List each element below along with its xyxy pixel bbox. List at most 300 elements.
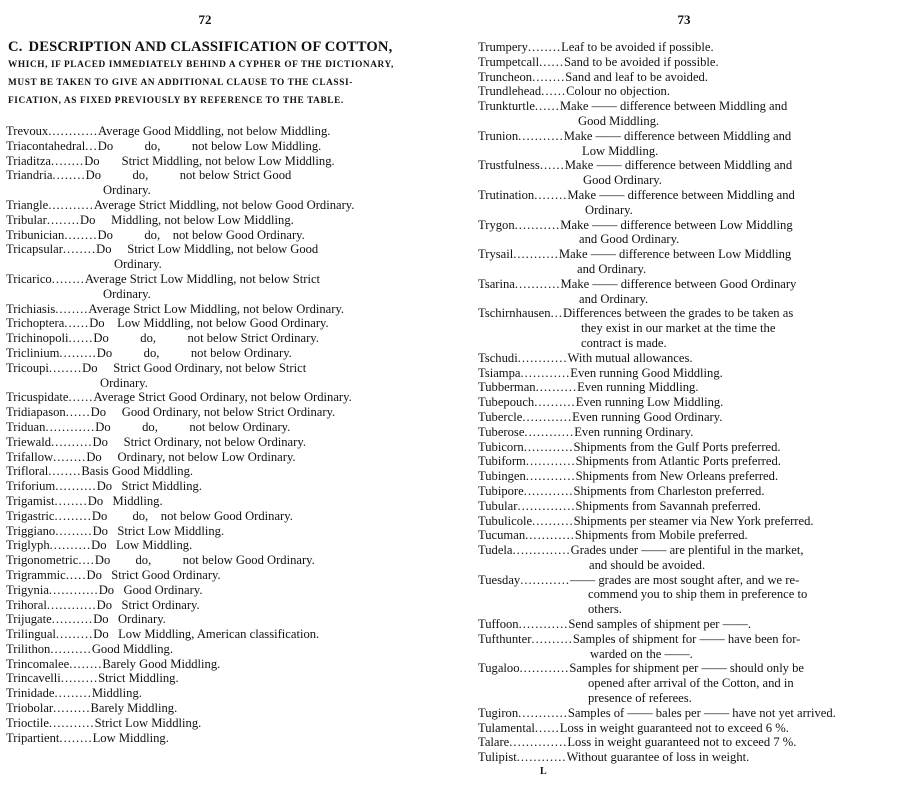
entry-line <box>478 129 896 144</box>
leader-dots: ........ <box>46 212 81 227</box>
code-word: Talare <box>478 735 510 750</box>
entry-line <box>6 538 420 553</box>
entry-meaning: Sand to be avoided if possible. <box>564 54 719 69</box>
code-word: Trichoptera <box>6 316 65 331</box>
right-page <box>468 0 900 786</box>
code-word: Tudela <box>478 543 513 558</box>
entry-line <box>6 524 420 539</box>
entry-meaning: Do do, not below Good Ordinary. <box>91 508 293 523</box>
entry-meaning: Loss in weight guaranteed not to exceed 6 %. <box>559 720 789 735</box>
leader-dots: ...... <box>534 720 560 735</box>
code-word: Trustfulness <box>478 158 540 173</box>
entry-meaning: Strict Middling. <box>98 671 179 686</box>
code-word: Trigastric <box>6 508 55 523</box>
entry-line <box>478 84 896 99</box>
code-word: Tubiform <box>478 454 526 469</box>
entry-meaning: Average Strict Good Ordinary, not below Ordinary. <box>93 390 352 405</box>
entry-line <box>6 213 420 228</box>
entry-meaning: Shipments from Mobile preferred. <box>574 528 748 543</box>
code-word: Trichinopoli <box>6 331 69 346</box>
entry-continuation: Ordinary. <box>585 202 633 217</box>
left-entries-list <box>6 124 420 745</box>
dictionary-entry <box>478 735 896 750</box>
entry-meaning: Do Good Ordinary. <box>98 582 203 597</box>
leader-dots: ............ <box>519 661 570 676</box>
code-word: Tricarico <box>6 271 52 286</box>
dictionary-entry <box>478 277 896 307</box>
entry-meaning: Low Middling. <box>92 730 169 745</box>
entry-line <box>478 750 896 765</box>
entry-line <box>6 657 420 672</box>
code-word: Tsarina <box>478 276 515 291</box>
entry-line <box>478 188 896 203</box>
leader-dots: ........ <box>51 271 85 286</box>
leader-dots: ........ <box>532 69 566 84</box>
code-word: Tschudi <box>478 350 518 365</box>
leader-dots: ........ <box>51 153 85 168</box>
entry-meaning: Even running Ordinary. <box>574 424 694 439</box>
leader-dots: ........ <box>534 187 568 202</box>
entry-meaning: Do do, not below Ordinary. <box>96 345 292 360</box>
leader-dots: .......... <box>51 434 93 449</box>
code-word: Trigynia <box>6 582 49 597</box>
entry-meaning: Sand and leaf to be avoided. <box>565 69 708 84</box>
dictionary-entry <box>478 750 896 765</box>
dictionary-entry <box>478 528 896 543</box>
section-title-text: DESCRIPTION AND CLASSIFICATION OF COTTON, <box>28 39 393 55</box>
entry-line <box>478 454 896 469</box>
entry-line <box>6 331 420 346</box>
code-word: Triggiano <box>6 523 56 538</box>
dictionary-entry <box>478 158 896 188</box>
leader-dots: .......... <box>51 612 94 627</box>
entry-meaning: Do Low Middling, not below Good Ordinary. <box>89 316 329 331</box>
code-word: Tricapsular <box>6 242 63 257</box>
entry-meaning: Even running Good Ordinary. <box>572 409 723 424</box>
entry-meaning: Do Middling. <box>87 493 163 508</box>
code-word: Triobolar <box>6 701 54 716</box>
dictionary-entry <box>6 420 420 435</box>
code-word: Tucuman <box>478 528 526 543</box>
code-word: Trevoux <box>6 124 49 138</box>
dictionary-entry <box>478 440 896 455</box>
entry-line <box>6 464 420 479</box>
entry-continuation: and should be avoided. <box>589 557 706 572</box>
entry-meaning: Make —— difference between Low Middling <box>558 247 792 262</box>
dictionary-entry <box>6 198 420 213</box>
leader-dots: ........ <box>59 730 93 745</box>
code-word: Trysail <box>478 247 514 262</box>
leader-dots: ........ <box>64 227 98 242</box>
entry-line <box>478 351 896 366</box>
code-word: Tuffoon <box>478 617 519 632</box>
entry-continuation: and Ordinary. <box>579 291 649 306</box>
dictionary-entry <box>478 70 896 85</box>
entry-line <box>6 124 420 139</box>
entry-continuation: Good Ordinary. <box>583 173 662 188</box>
entry-meaning: Do Strict Ordinary, not below Ordinary. <box>92 434 306 449</box>
leader-dots: ... <box>85 138 98 153</box>
entry-meaning: Do Strict Good Ordinary, not below Strict <box>82 360 307 375</box>
dictionary-entry <box>478 469 896 484</box>
section-subtitle-line: FICATION, AS FIXED PREVIOUSLY BY REFERENCE TO THE TABLE. <box>8 96 344 106</box>
code-word: Tschirnhausen <box>478 306 551 321</box>
leader-dots: ............ <box>525 454 576 469</box>
leader-dots: .......... <box>532 513 574 528</box>
code-word: Trihoral <box>6 597 47 612</box>
entry-line <box>6 583 420 598</box>
entry-continuation: Ordinary. <box>100 375 148 390</box>
entry-line <box>6 154 420 169</box>
entry-meaning: Make —— difference between Low Middling <box>560 217 793 232</box>
leader-dots: ........... <box>514 276 561 291</box>
entry-meaning: Strict Low Middling. <box>94 715 202 730</box>
entry-line <box>6 612 420 627</box>
entry-meaning: Loss in weight guaranteed not to exceed 7 %. <box>567 735 797 750</box>
leader-dots: ...... <box>539 158 565 173</box>
code-word: Tribular <box>6 212 47 227</box>
code-word: Tubulicole <box>478 513 533 528</box>
leader-dots: ...... <box>541 84 567 99</box>
entry-meaning: Barely Middling. <box>90 701 178 716</box>
entry-line <box>478 484 896 499</box>
leader-dots: ........ <box>69 656 103 671</box>
entry-line <box>478 573 896 588</box>
leader-dots: ...... <box>65 405 91 420</box>
entry-meaning: Do do, not below Low Middling. <box>97 138 322 153</box>
entry-line <box>478 514 896 529</box>
dictionary-entry <box>6 213 420 228</box>
dictionary-entry <box>6 627 420 642</box>
code-word: Truncheon <box>478 69 533 84</box>
entry-line <box>6 435 420 450</box>
entry-meaning: Shipments from New Orleans preferred. <box>575 469 779 484</box>
dictionary-entry <box>478 410 896 425</box>
entry-line <box>478 158 896 173</box>
entry-line <box>6 671 420 686</box>
entry-line <box>478 366 896 381</box>
code-word: Trigonometric <box>6 553 79 568</box>
code-word: Trincomalee <box>6 656 70 671</box>
dictionary-entry <box>478 40 896 55</box>
leader-dots: ............ <box>523 439 574 454</box>
leader-dots: ............ <box>525 469 576 484</box>
entry-meaning: Shipments from Savannah preferred. <box>575 498 761 513</box>
leader-dots: ......... <box>60 671 99 686</box>
entry-line <box>6 627 420 642</box>
code-word: Tricoupi <box>6 360 49 375</box>
entry-meaning: Do Ordinary, not below Low Ordinary. <box>86 449 296 464</box>
entry-line <box>6 701 420 716</box>
dictionary-entry <box>6 390 420 405</box>
code-word: Trigamist <box>6 493 55 508</box>
entry-line <box>6 272 420 287</box>
entry-line <box>6 390 420 405</box>
code-word: Triangle <box>6 197 49 212</box>
entry-line <box>478 499 896 514</box>
entry-continuation: Ordinary. <box>114 257 162 272</box>
entry-line <box>6 553 420 568</box>
code-word: Trutination <box>478 187 535 202</box>
entry-continuation: they exist in our market at the time the <box>581 321 776 336</box>
leader-dots: ............ <box>518 705 568 720</box>
entry-meaning: Average Good Middling, not below Middling. <box>98 124 331 138</box>
entry-line <box>478 306 896 321</box>
code-word: Triforium <box>6 479 56 494</box>
leader-dots: ........ <box>54 493 88 508</box>
leader-dots: ........... <box>514 217 561 232</box>
code-word: Tulamental <box>478 720 535 735</box>
code-word: Trifallow <box>6 449 54 464</box>
dictionary-entry <box>478 514 896 529</box>
dictionary-entry <box>6 168 420 198</box>
dictionary-entry <box>6 361 420 391</box>
leader-dots: .......... <box>535 380 578 395</box>
leader-dots: .......... <box>50 641 92 656</box>
entry-line <box>6 346 420 361</box>
entry-meaning: Middling. <box>91 686 142 701</box>
dictionary-entry <box>478 55 896 70</box>
entry-line <box>478 380 896 395</box>
leader-dots: ........ <box>53 449 87 464</box>
entry-line <box>478 706 896 721</box>
leader-dots: ............ <box>524 424 575 439</box>
code-word: Tripartient <box>6 730 60 745</box>
entry-continuation: Ordinary. <box>103 183 151 198</box>
entry-meaning: Colour no objection. <box>566 84 670 99</box>
leader-dots: ........ <box>52 168 86 183</box>
code-word: Trumpery <box>478 40 528 54</box>
leader-dots: ...... <box>64 316 90 331</box>
dictionary-entry <box>6 598 420 613</box>
code-word: Triandria <box>6 168 53 183</box>
entry-continuation: presence of referees. <box>588 691 692 706</box>
leader-dots: .......... <box>49 538 92 553</box>
leader-dots: ... <box>550 306 564 321</box>
leader-dots: .............. <box>512 543 571 558</box>
entry-meaning: Samples of —— bales per —— have not yet arrived. <box>567 705 836 720</box>
entry-line <box>6 242 420 257</box>
section-heading <box>8 38 420 110</box>
leader-dots: ............ <box>48 582 99 597</box>
entry-meaning: Make —— difference between Middling and <box>559 99 788 114</box>
entry-meaning: Do Ordinary. <box>93 612 166 627</box>
leader-dots: ............ <box>48 124 99 138</box>
dictionary-entry <box>6 524 420 539</box>
entry-line <box>6 479 420 494</box>
entry-meaning: Make —— difference between Good Ordinary <box>560 276 797 291</box>
dictionary-entry <box>478 499 896 514</box>
entry-meaning: Leaf to be avoided if possible. <box>561 40 714 54</box>
entry-meaning: Make —— difference between Middling and <box>563 128 792 143</box>
code-word: Trifloral <box>6 464 49 479</box>
code-word: Triacontahedral <box>6 138 86 153</box>
leader-dots: ............ <box>46 597 97 612</box>
leader-dots: ..... <box>65 567 87 582</box>
entry-line <box>478 661 896 676</box>
leader-dots: ...... <box>539 54 564 69</box>
entry-line <box>6 686 420 701</box>
entry-line <box>478 425 896 440</box>
entry-meaning: Without guarantee of loss in weight. <box>566 750 750 765</box>
dictionary-entry <box>6 331 420 346</box>
entry-line <box>6 731 420 746</box>
code-word: Triduan <box>6 419 46 434</box>
leader-dots: ........... <box>513 247 559 262</box>
section-title <box>8 38 420 56</box>
entry-line <box>6 598 420 613</box>
entry-line <box>478 70 896 85</box>
entry-line <box>478 55 896 70</box>
entry-line <box>6 361 420 376</box>
code-word: Tribunician <box>6 227 65 242</box>
entry-meaning: Basis Good Middling. <box>81 464 194 479</box>
dictionary-entry <box>6 124 420 139</box>
dictionary-entry <box>6 494 420 509</box>
entry-meaning: Do Strict Middling. <box>96 479 203 494</box>
entry-meaning: Do Strict Middling, not below Low Middling. <box>84 153 335 168</box>
entry-line <box>6 198 420 213</box>
entry-line <box>6 302 420 317</box>
code-word: Trumpetcall <box>478 54 540 69</box>
section-subtitle-line: WHICH, IF PLACED IMMEDIATELY BEHIND A CYPHER OF THE DICTIONARY, <box>8 60 394 70</box>
entry-line <box>478 277 896 292</box>
dictionary-entry <box>478 84 896 99</box>
code-word: Trunion <box>478 128 519 143</box>
entry-line <box>6 316 420 331</box>
entry-continuation: commend you to ship them in preference to <box>588 587 808 602</box>
entry-meaning: Samples of shipment for —— have been for- <box>572 631 801 646</box>
code-word: Trijugate <box>6 612 52 627</box>
leader-dots: ......... <box>54 508 92 523</box>
entry-meaning: Do Strict Low Middling, not below Good <box>96 242 319 257</box>
leader-dots: ............ <box>45 419 96 434</box>
code-word: Triglyph <box>6 538 50 553</box>
leader-dots: ...... <box>68 390 94 405</box>
leader-dots: ........... <box>48 197 94 212</box>
entry-line <box>6 420 420 435</box>
leader-dots: ............ <box>517 350 568 365</box>
dictionary-entry <box>6 139 420 154</box>
code-word: Trilingual <box>6 627 56 642</box>
entry-meaning: Average Strict Low Middling, not below Strict <box>84 271 321 286</box>
entry-meaning: Do Good Ordinary, not below Strict Ordinary. <box>90 405 336 420</box>
entry-continuation: others. <box>588 602 622 617</box>
entry-meaning: Do Low Middling, American classification. <box>93 627 320 642</box>
leader-dots: ......... <box>53 701 91 716</box>
code-word: Tubular <box>478 498 518 513</box>
code-word: Triaditza <box>6 153 52 168</box>
leader-dots: .... <box>78 553 95 568</box>
section-letter: C. <box>8 39 23 55</box>
entry-line <box>478 632 896 647</box>
dictionary-entry <box>478 99 896 129</box>
entry-meaning: Differences between the grades to be taken as <box>563 306 794 321</box>
entry-meaning: Make —— difference between Middling and <box>567 187 795 202</box>
code-word: Tubepouch <box>478 395 535 410</box>
dictionary-entry <box>6 435 420 450</box>
leader-dots: ............ <box>523 483 574 498</box>
leader-dots: .............. <box>517 498 576 513</box>
leader-dots: .......... <box>534 395 576 410</box>
right-entries-list <box>478 40 896 765</box>
entry-line <box>6 642 420 657</box>
dictionary-entry <box>6 553 420 568</box>
dictionary-entry <box>478 721 896 736</box>
entry-meaning: Shipments from Atlantic Ports preferred. <box>575 454 781 469</box>
dictionary-entry <box>478 632 896 662</box>
dictionary-entry <box>6 242 420 272</box>
dictionary-entry <box>478 366 896 381</box>
leader-dots: ............ <box>520 365 571 380</box>
entry-continuation: and Ordinary. <box>577 261 647 276</box>
dictionary-entry <box>478 425 896 440</box>
entry-line <box>6 568 420 583</box>
dictionary-entry <box>478 351 896 366</box>
entry-meaning: Send samples of shipment per ——. <box>568 617 751 632</box>
dictionary-entry <box>6 450 420 465</box>
entry-meaning: Do do, not below Strict Ordinary. <box>93 331 319 346</box>
dictionary-entry <box>6 464 420 479</box>
leader-dots: ........... <box>518 128 564 143</box>
dictionary-entry <box>6 583 420 598</box>
entry-meaning: Even running Middling. <box>577 380 699 395</box>
entry-meaning: —— grades are most sought after, and we re- <box>570 572 800 587</box>
code-word: Tubicorn <box>478 439 524 454</box>
leader-dots: ...... <box>68 331 94 346</box>
entry-meaning: Make —— difference between Middling and <box>564 158 793 173</box>
entry-meaning: Average Strict Middling, not below Good Ordinary. <box>93 197 355 212</box>
dictionary-entry <box>478 380 896 395</box>
dictionary-entry <box>6 316 420 331</box>
code-word: Trygon <box>478 217 515 232</box>
dictionary-entry <box>478 543 896 573</box>
leader-dots: ......... <box>59 345 97 360</box>
dictionary-entry <box>6 701 420 716</box>
entry-meaning: Do Middling, not below Low Middling. <box>80 212 294 227</box>
entry-meaning: Do do, not below Good Ordinary. <box>97 227 305 242</box>
entry-line <box>6 494 420 509</box>
leader-dots: ......... <box>55 627 94 642</box>
dictionary-entry <box>6 538 420 553</box>
entry-meaning: With mutual allowances. <box>567 350 693 365</box>
code-word: Tubipore <box>478 483 524 498</box>
entry-continuation: opened after arrival of the Cotton, and in <box>588 676 794 691</box>
entry-meaning: Samples for shipment per —— should only be <box>569 661 805 676</box>
dictionary-entry <box>6 671 420 686</box>
entry-line <box>6 716 420 731</box>
code-word: Tugaloo <box>478 661 520 676</box>
code-word: Tridiapason <box>6 405 66 420</box>
entry-continuation: Low Middling. <box>582 143 659 158</box>
entry-line <box>478 410 896 425</box>
entry-meaning: Good Middling. <box>91 641 173 656</box>
dictionary-entry <box>478 706 896 721</box>
dictionary-entry <box>6 731 420 746</box>
dictionary-entry <box>6 302 420 317</box>
dictionary-entry <box>478 484 896 499</box>
entry-meaning: Do Strict Ordinary. <box>96 597 200 612</box>
left-page <box>0 0 430 786</box>
entry-meaning: Even running Good Middling. <box>570 365 723 380</box>
entry-line <box>478 99 896 114</box>
entry-line <box>478 40 896 55</box>
entry-meaning: Do Strict Low Middling. <box>92 523 225 538</box>
code-word: Trundlehead <box>478 84 542 99</box>
code-word: Trincavelli <box>6 671 61 686</box>
code-word: Triclinium <box>6 345 60 360</box>
entry-meaning: Shipments per steamer via New York preferred. <box>573 513 814 528</box>
